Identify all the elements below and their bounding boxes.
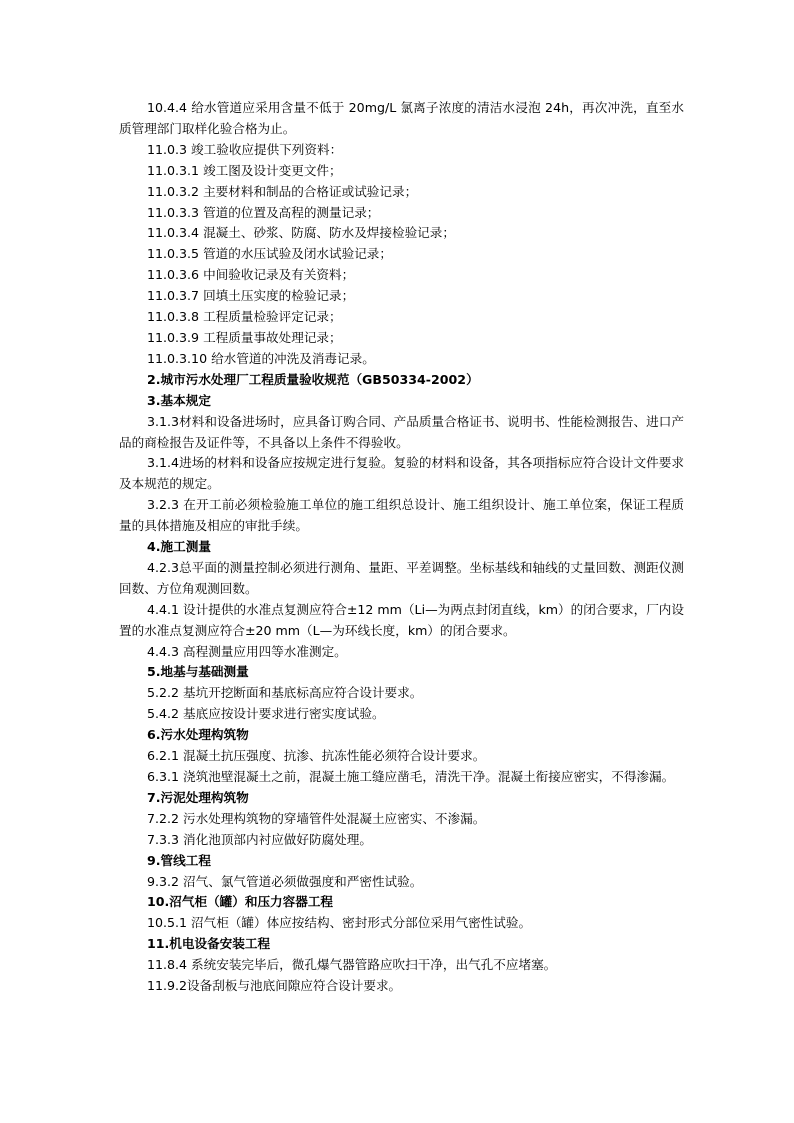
section-heading: 10.沼气柜（罐）和压力容器工程 xyxy=(147,894,334,910)
paragraph: 3.1.3材料和设备进场时，应具备订购合同、产品质量合格证书、说明书、性能检测报告、进口产品的商检报告及证件等，不具备以上条件不得验收。 xyxy=(119,413,684,450)
paragraph: 11.9.2设备刮板与池底间隙应符合设计要求。 xyxy=(147,978,402,994)
paragraph: 11.0.3.9 工程质量事故处理记录； xyxy=(147,329,342,345)
paragraph: 7.3.3 消化池顶部内衬应做好防腐处理。 xyxy=(147,831,372,847)
paragraph: 5.2.2 基坑开挖断面和基底标高应符合设计要求。 xyxy=(147,685,423,701)
paragraph: 11.0.3.7 回填土压实度的检验记录； xyxy=(147,288,355,304)
paragraph: 7.2.2 污水处理构筑物的穿墙管件处混凝土应密实、不渗漏。 xyxy=(147,810,486,826)
section-heading: 4.施工测量 xyxy=(147,539,211,555)
paragraph: 3.2.3 在开工前必须检验施工单位的施工组织总设计、施工组织设计、施工单位案，保证工程质量的具体措施及相应的审批手续。 xyxy=(119,497,684,534)
paragraph: 3.1.4进场的材料和设备应按规定进行复验。复验的材料和设备，其各项指标应符合设计文件要求及本规范的规定。 xyxy=(119,455,684,492)
paragraph: 4.2.3总平面的测量控制必须进行测角、量距、平差调整。坐标基线和轴线的丈量回数、测距仪测回数、方位角观测回数。 xyxy=(119,559,684,596)
paragraph: 11.0.3.2 主要材料和制品的合格证或试验记录； xyxy=(147,183,418,199)
paragraph: 11.0.3.8 工程质量检验评定记录； xyxy=(147,309,342,325)
paragraph: 10.5.1 沼气柜（罐）体应按结构、密封形式分部位采用气密性试验。 xyxy=(147,915,532,931)
section-heading: 2.城市污水处理厂工程质量验收规范（GB50334-2002） xyxy=(147,371,479,387)
paragraph: 11.0.3.6 中间验收记录及有关资料； xyxy=(147,267,355,283)
section-heading: 5.地基与基础测量 xyxy=(147,664,249,680)
paragraph: 11.0.3.5 管道的水压试验及闭水试验记录； xyxy=(147,246,392,262)
paragraph: 11.0.3.1 竣工图及设计变更文件； xyxy=(147,162,342,178)
section-heading: 11.机电设备安装工程 xyxy=(147,936,271,952)
paragraph: 11.0.3.10 给水管道的冲洗及消毒记录。 xyxy=(147,350,375,366)
paragraph: 6.3.1 浇筑池壁混凝土之前，混凝土施工缝应凿毛，清洗干净。混凝土衔接应密实，不得渗漏。 xyxy=(147,769,675,784)
section-heading: 9.管线工程 xyxy=(147,852,211,868)
paragraph: 9.3.2 沼气、氯气管道必须做强度和严密性试验。 xyxy=(147,873,423,889)
section-heading: 7.污泥处理构筑物 xyxy=(147,789,249,805)
section-heading: 3.基本规定 xyxy=(147,392,211,408)
paragraph: 6.2.1 混凝土抗压强度、抗渗、抗冻性能必须符合设计要求。 xyxy=(147,748,486,764)
paragraph: 4.4.1 设计提供的水准点复测应符合±12 mm（Li—为两点封闭直线，km）的闭合要求，厂内设置的水准点复测应符合±20 mm（L—为环线长度，km）的闭合要求。 xyxy=(119,601,684,638)
section-heading: 6.污水处理构筑物 xyxy=(147,727,249,743)
paragraph: 11.0.3.3 管道的位置及高程的测量记录； xyxy=(147,204,380,220)
document-body xyxy=(119,98,684,997)
paragraph: 11.0.3 竣工验收应提供下列资料： xyxy=(147,141,343,157)
paragraph: 10.4.4 给水管道应采用含量不低于 20mg/L 氯离子浓度的清洁水浸泡 24h，再次冲洗，直至水质管理部门取样化验合格为止。 xyxy=(119,100,684,136)
paragraph: 4.4.3 高程测量应用四等水准测定。 xyxy=(147,643,347,659)
paragraph: 11.0.3.4 混凝土、砂浆、防腐、防水及焊接检验记录； xyxy=(147,225,455,241)
paragraph: 11.8.4 系统安装完毕后，微孔爆气器管路应吹扫干净，出气孔不应堵塞。 xyxy=(147,957,557,973)
paragraph: 5.4.2 基底应按设计要求进行密实度试验。 xyxy=(147,706,385,722)
